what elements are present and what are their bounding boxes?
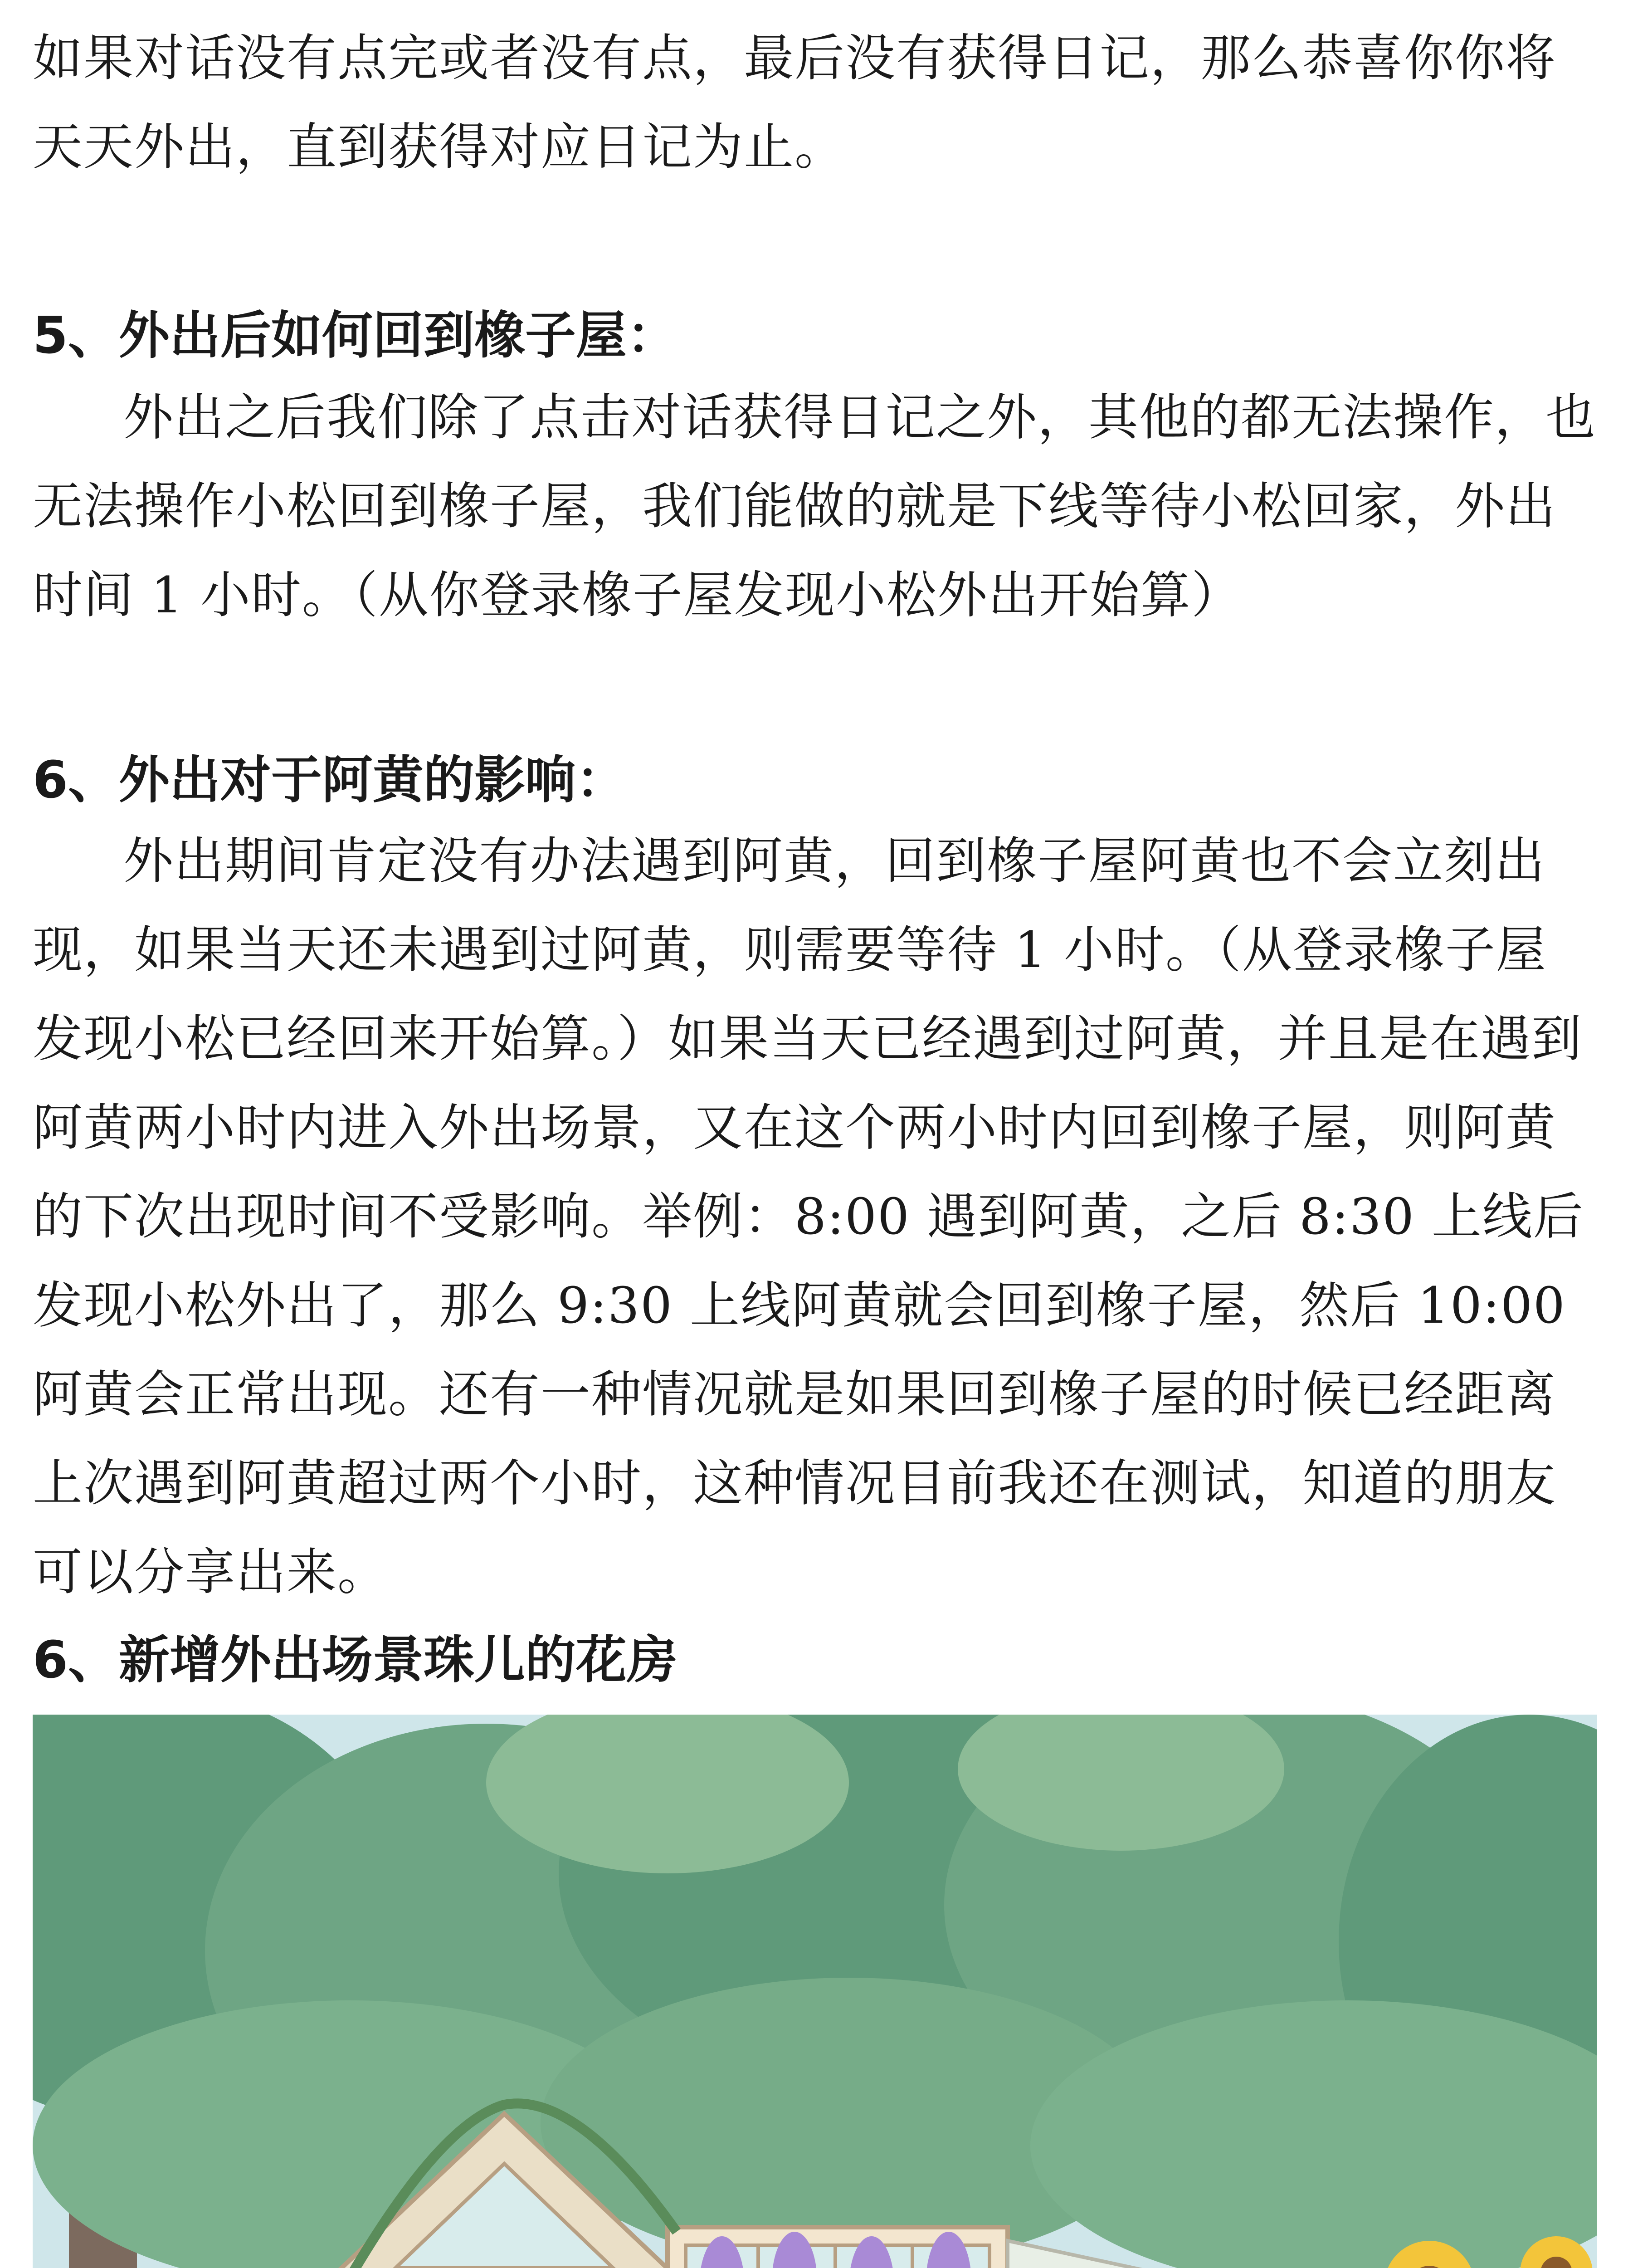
- flower-house-scene: [33, 1715, 1597, 2268]
- flower-house-illustration: [33, 1715, 1597, 2268]
- section-5-body: 外出之后我们除了点击对话获得日记之外，其他的都无法操作，也无法操作小松回到橡子屋，我们能做的就是下线等待小松回家，外出时间 1 小时。（从你登录橡子屋发现小松外出开始算）: [33, 388, 1596, 624]
- tree-canopies: [33, 1715, 1597, 2268]
- section-5-heading: 5、外出后如何回到橡子屋：: [33, 306, 678, 365]
- section-6-heading: 6、外出对于阿黄的影响：: [33, 751, 627, 810]
- section-6-body: 外出期间肯定没有办法遇到阿黄，回到橡子屋阿黄也不会立刻出现，如果当天还未遇到过阿黄，则需要等待 1 小时。（从登录橡子屋发现小松已经回来开始算。）如果当天已经遇到过阿黄，并且是在遇到阿黄两小时内进入外出场景，又在这个两小时内回到橡子屋，则阿黄的下次出现时间不受影响。举例：8:00 遇到阿黄，之后 8:30 上线后发现小松外出了，那么 9:30 上线阿黄就会回到橡子屋，然后 10:00 阿黄会正常出现。还有一种情况就是如果回到橡子屋的时候已经距离上次遇到阿黄超过两个小时，这种情况目前我还在测试，知道的朋友可以分享出来。: [33, 832, 1584, 1601]
- section-6-new-scene-heading: 6、新增外出场景珠儿的花房: [33, 1631, 678, 1690]
- intro-paragraph: 如果对话没有点完或者没有点，最后没有获得日记，那么恭喜你你将天天外出，直到获得对应日记为止。: [33, 29, 1556, 176]
